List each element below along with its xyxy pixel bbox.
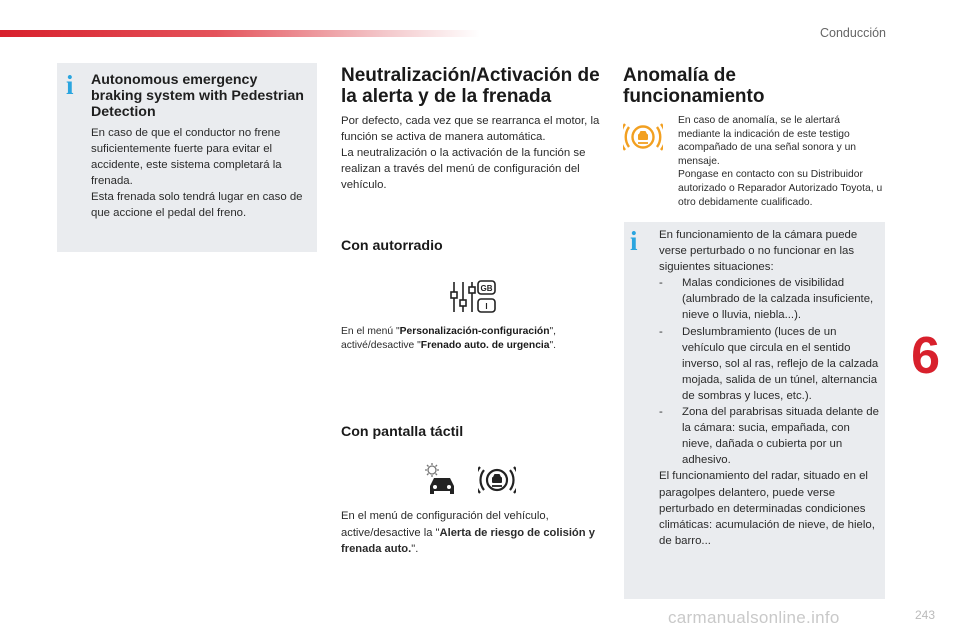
autoradio-text-post: ". [549, 339, 557, 351]
gb-label: GB [480, 284, 493, 293]
section-title: Conducción [819, 26, 886, 40]
list-item-text: Zona del parabrisas situada delante de la cámara: sucia, empañada, con nieve, dañada o cubierta por un adhesivo. [682, 406, 879, 467]
activation-paragraph: Por defecto, cada vez que se rearranca el motor, la función se activa de manera automática. La neutralización o la activación de la función se realizan a través del menú de configuración del vehículo. [341, 115, 600, 192]
touchscreen-text-pre: En el menú de configuración del vehículo, active/desactive la " [341, 510, 549, 539]
collision-warning-icon [478, 462, 516, 498]
list-item: - Malas condiciones de visibilidad (alumbrado de la calzada insuficiente, nieve o lluvia, niebla...). [659, 277, 874, 322]
malfunction-warning-icon [623, 117, 663, 157]
autoradio-instructions [341, 325, 611, 352]
malfunction-text: En caso de anomalía, se le alertará mediante la indicación de este testigo acompañado de una señal sonora y un mensaje. Pongase en contacto con su Distribuidor autorizado o Reparador Autorizado Toyota, u otro debidamente cualificado. [678, 115, 883, 208]
info-box-title: Autonomous emergency braking system with Pedestrian Detection [91, 72, 304, 120]
header-accent-bar [0, 30, 480, 37]
autoradio-option-name: Frenado auto. de urgencia [420, 339, 550, 351]
info-box-text: En caso de que el conductor no frene suficientemente fuerte para evitar el accidente, este sistema completará la frenada. Esta frenada solo tendrá lugar en caso de que accione el pedal del freno. [91, 127, 303, 220]
autoradio-text-pre: En el menú " [341, 326, 400, 337]
touchscreen-text-post: ". [411, 543, 419, 555]
camera-conditions-list [659, 275, 881, 468]
list-item-text: Deslumbramiento (luces de un vehículo que circula en el sentido inverso, sol al ras, reflejo de la calzada mojada, salida de un túnel, alternancia de sombras y luces, etc.). [682, 325, 879, 402]
subheading-touchscreen: Con pantalla táctil [341, 424, 464, 440]
page-number: 243 [915, 608, 936, 622]
radar-note: El funcionamiento del radar, situado en el paragolpes delantero, puede verse perturbado en determinadas condiciones climáticas: acumulación de nieve, de hielo, de barro... [659, 470, 875, 547]
autoradio-menu-name: Personalización-configuración [399, 326, 550, 337]
list-item: - Zona del parabrisas situada delante de la cámara: sucia, empañada, con nieve, dañada o cubierta por un adhesivo. [659, 406, 879, 467]
list-item: - Deslumbramiento (luces de un vehículo que circula en el sentido inverso, sol al ras, reflejo de la calzada mojada, salida de un túnel, alternancia de sombras y luces, etc.). [659, 325, 879, 402]
i-label: I [485, 302, 488, 311]
info-icon: i [630, 226, 638, 256]
section-heading-malfunction: Anomalía de funcionamiento [623, 65, 765, 107]
list-item-text: Malas condiciones de visibilidad (alumbrado de la calzada insuficiente, nieve o lluvia, niebla...). [682, 277, 874, 322]
car-settings-icon [422, 462, 462, 498]
info-box-camera-text [659, 227, 881, 549]
vehicle-setup-icon [450, 279, 498, 315]
info-icon: i [66, 70, 74, 100]
camera-intro: En funcionamiento de la cámara puede verse perturbado o no funcionar en las siguientes situaciones: [659, 229, 858, 274]
autoradio-text-mid: ", activé/desactive " [341, 326, 557, 351]
section-heading-activation: Neutralización/Activación de la alerta y de la frenada [341, 65, 600, 107]
touchscreen-instructions [341, 508, 601, 558]
info-box-aeb [57, 63, 317, 252]
touchscreen-option-name: Alerta de riesgo de colisión y frenada auto. [341, 526, 595, 555]
chapter-number: 6 [911, 327, 940, 385]
watermark: carmanualsonline.info [668, 608, 840, 627]
info-box-camera [624, 222, 885, 599]
subheading-autoradio: Con autorradio [341, 238, 443, 254]
